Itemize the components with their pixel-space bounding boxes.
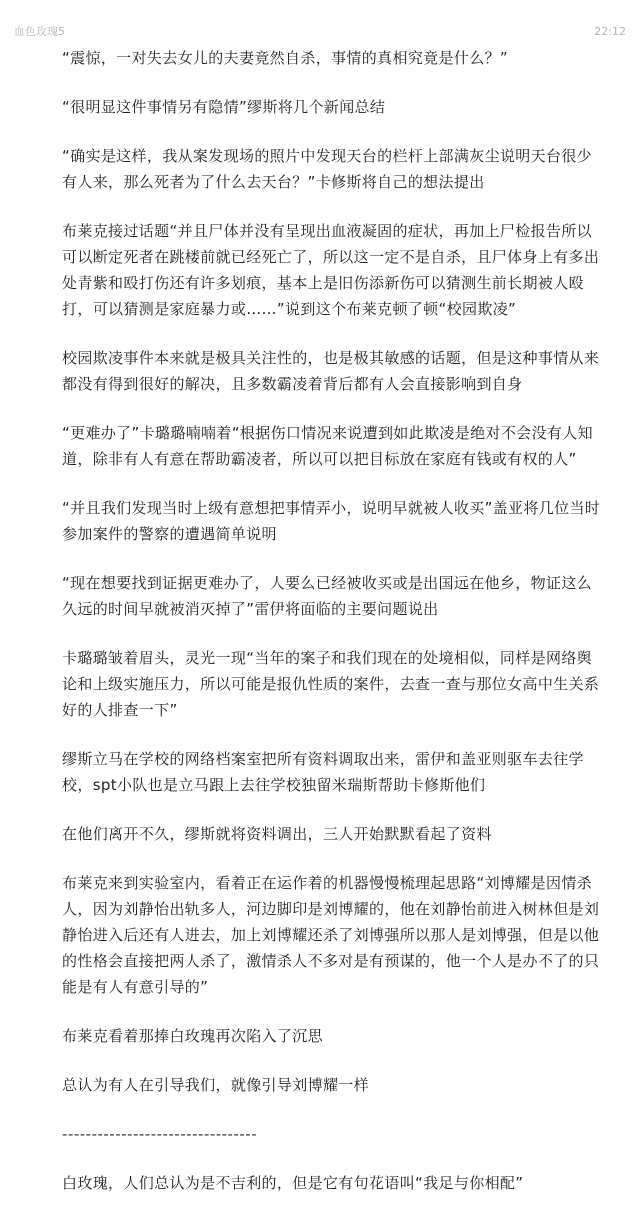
- status-title: 血色玫瑰5: [14, 25, 65, 38]
- paragraph-7: “并且我们发现当时上级有意想把事情弄小，说明早就被人收买”盖亚将几位当时参加案件的警察的遭遇简单说明: [62, 499, 601, 543]
- status-time: 22:12: [594, 25, 626, 38]
- paragraph-2: “很明显这件事情另有隐情”缪斯将几个新闻总结: [62, 98, 386, 116]
- paragraph-6: “更难办了”卡璐璐喃喃着“根据伤口情况来说遭到如此欺凌是绝对不会没有人知道，除非有人有意在帮助霸凌者，所以可以把目标放在家庭有钱或有权的人”: [62, 424, 593, 468]
- paragraph-13: 布莱克看着那捧白玫瑰再次陷入了沉思: [62, 1027, 323, 1045]
- paragraph-1: “震惊，一对失去女儿的夫妻竟然自杀，事情的真相究竟是什么？”: [62, 49, 509, 67]
- paragraph-14: 总认为有人在引导我们，就像引导刘博耀一样: [62, 1076, 370, 1094]
- article-body: [62, 45, 607, 1219]
- final-paragraph: 白玫瑰，人们总认为是不吉利的，但是它有句花语叫“我足与你相配”: [62, 1174, 524, 1192]
- paragraph-12: 布莱克来到实验室内，看着正在运作着的机器慢慢梳理起思路“刘博耀是因情杀人，因为刘静怡出轨多人，河边脚印是刘博耀的，他在刘静怡前进入树林但是刘静怡进入后还有人进去，加上刘博耀还杀了刘博强所以那人是刘博强，但是以他的性格会直接把两人杀了，激情杀人不多对是有预谋的，他一个人是办不了的只能是有人有意引导的”: [62, 874, 600, 996]
- section-divider: ---------------------------------: [62, 1125, 258, 1143]
- paragraph-8: “现在想要找到证据更难办了，人要么已经被收买或是出国远在他乡，物证这么久远的时间早就被消灭掉了”雷伊将面临的主要问题说出: [62, 574, 593, 618]
- paragraph-3: “确实是这样，我从案发现场的照片中发现天台的栏杆上部满灰尘说明天台很少有人来，那么死者为了什么去天台？”卡修斯将自己的想法提出: [62, 147, 593, 191]
- status-bar: [0, 0, 640, 36]
- paragraph-9: 卡璐璐皱着眉头，灵光一现“当年的案子和我们现在的处境相似，同样是网络舆论和上级实施压力，所以可能是报仇性质的案件，去查一查与那位女高中生关系好的人排查一下”: [62, 649, 600, 719]
- paragraph-5: 校园欺凌事件本来就是极具关注性的，也是极其敏感的话题，但是这种事情从来都没有得到很好的解决，且多数霸凌着背后都有人会直接影响到自身: [62, 349, 600, 393]
- paragraph-4: 布莱克接过话题“并且尸体并没有呈现出血液凝固的症状，再加上尸检报告所以可以断定死者在跳楼前就已经死亡了，所以这一定不是自杀，且尸体身上有多出处青紫和殴打伤还有许多划痕，基本上是旧伤添新伤可以猜测生前长期被人殴打，可以猜测是家庭暴力或……”说到这个布莱克顿了顿“校园欺凌”: [62, 222, 600, 318]
- paragraph-10: 缪斯立马在学校的网络档案室把所有资料调取出来，雷伊和盖亚则驱车去往学校，spt小队也是立马跟上去往学校独留米瑞斯帮助卡修斯他们: [62, 750, 584, 794]
- paragraph-11: 在他们离开不久，缪斯就将资料调出，三人开始默默看起了资料: [62, 825, 492, 843]
